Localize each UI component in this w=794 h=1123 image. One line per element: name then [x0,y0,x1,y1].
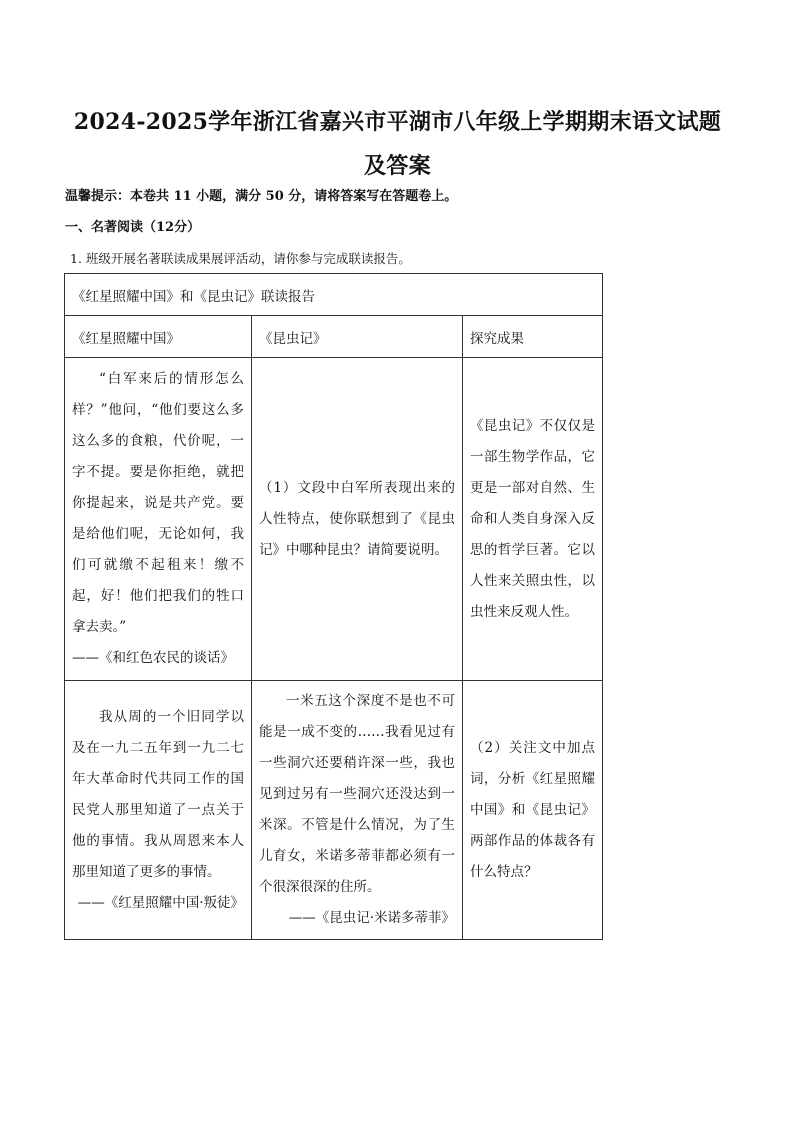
report-table [64,273,603,940]
row2-red-star-source: ——《红星照耀中国·叛徒》 [77,894,244,911]
page-title: 2024-2025学年浙江省嘉兴市平湖市八年级上学期期末语文试题及答案 [73,109,722,179]
header-red-star: 《红星照耀中国》 [65,316,252,358]
table-row [65,358,603,681]
row1-result-cell [463,358,603,681]
row1-result-text: 《昆虫记》不仅仅是一部生物学作品，它更是一部对自然、生命和人类自身深入反思的哲学巨著。它以人性来关照虫性，以虫性来反观人性。 [470,417,595,620]
header-insect: 《昆虫记》 [252,316,463,358]
table-caption: 《红星照耀中国》和《昆虫记》联读报告 [65,274,603,316]
table-header-row [65,316,603,358]
row2-red-star-text: 我从周的一个旧同学以及在一九二五年到一九二七年大革命时代共同工作的国民党人那里知道了一点关于他的事情。我从周恩来本人那里知道了更多的事情。 [72,708,244,880]
row1-insect-question: （1）文段中白军所表现出来的人性特点，使你联想到了《昆虫记》中哪种昆虫？请简要说明。 [259,479,455,558]
table-caption-row [65,274,603,316]
row1-insect-cell [252,358,463,681]
section-heading: 一、名著阅读（12分） [65,220,201,235]
row1-red-star-text: “白军来后的情形怎么样？”他问，“他们要这么多这么多的食粮，代价呢，一字不提。要是你拒绝，就把你提起来，说是共产党。要是给他们呢，无论如何，我们可就缴不起租来！缴不起，好！他们把我们的牲口拿去卖。” [72,371,244,635]
row2-insect-source: ——《昆虫记·米诺多蒂菲》 [288,910,455,926]
row1-red-star-cell [65,358,252,681]
row2-result-question: （2）关注文中加点词，分析《红星照耀中国》和《昆虫记》两部作品的体裁各有什么特点？ [470,739,595,880]
row1-red-star-source: ——《和红色农民的谈话》 [72,650,234,666]
header-result: 探究成果 [463,316,603,358]
row2-insect-cell [252,681,463,940]
exam-tip: 温馨提示：本卷共 11 小题，满分 50 分，请将答案写在答题卷上。 [65,189,458,204]
row2-red-star-cell [65,681,252,940]
row2-result-cell [463,681,603,940]
question-1: 1. 班级开展名著联读成果展评活动，请你参与完成联读报告。 [70,251,411,266]
table-row [65,681,603,940]
row2-insect-text: 一米五这个深度不是也不可能是一成不变的……我看见过有一些洞穴还要稍许深一些，我也见到过另有一些洞穴还没达到一米深。不管是什么情况，为了生儿育女，米诺多蒂菲都必须有一个很深很深的住所。 [259,693,455,895]
